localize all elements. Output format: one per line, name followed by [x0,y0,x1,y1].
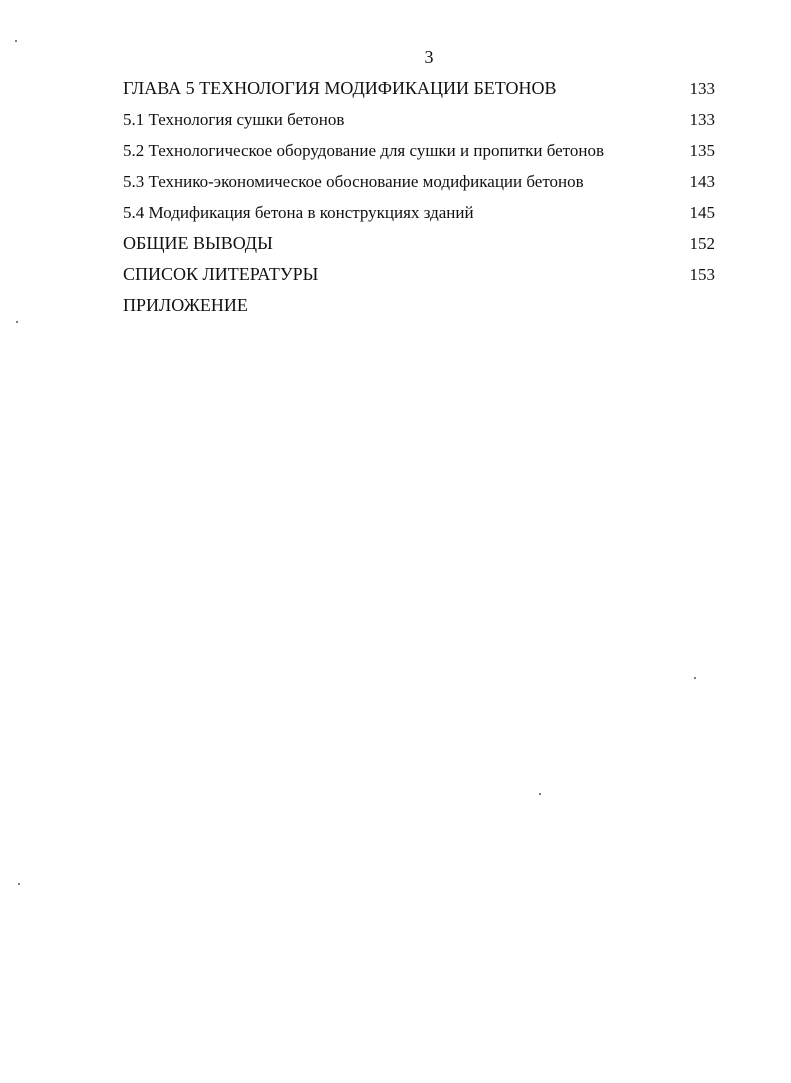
toc-entry-title: ОБЩИЕ ВЫВОДЫ [123,233,273,253]
toc-entry-section-5-3 [123,166,715,197]
toc-entry-appendix [123,290,715,321]
toc-entry-page: 153 [689,264,715,284]
scan-speck [15,40,17,42]
toc-entry-page: 133 [689,78,715,98]
scan-speck [694,677,696,679]
table-of-contents [123,73,715,321]
toc-entry-page: 135 [689,140,715,160]
toc-entry-title: 5.3 Технико-экономическое обоснование модификации бетонов [123,171,584,191]
toc-entry-title: ПРИЛОЖЕНИЕ [123,295,248,315]
toc-entry-general-conclusions [123,228,715,259]
toc-entry-title: ГЛАВА 5 ТЕХНОЛОГИЯ МОДИФИКАЦИИ БЕТОНОВ [123,78,557,98]
page-number: 3 [424,47,434,67]
toc-entry-section-5-1 [123,104,715,135]
toc-entry-page: 152 [689,233,715,253]
scan-speck [18,883,20,885]
toc-entry-title: 5.4 Модификация бетона в конструкциях зданий [123,202,474,222]
toc-entry-section-5-4 [123,197,715,228]
toc-entry-section-5-2 [123,135,715,166]
toc-entry-chapter-5 [123,73,715,104]
toc-entry-title: 5.2 Технологическое оборудование для сушки и пропитки бетонов [123,140,604,160]
scan-speck [539,793,541,795]
scan-speck [16,321,18,323]
toc-entry-page: 133 [689,109,715,129]
toc-entry-title: СПИСОК ЛИТЕРАТУРЫ [123,264,319,284]
toc-entry-page: 145 [689,202,715,222]
toc-entry-page: 143 [689,171,715,191]
toc-entry-references [123,259,715,290]
toc-entry-title: 5.1 Технология сушки бетонов [123,109,345,129]
